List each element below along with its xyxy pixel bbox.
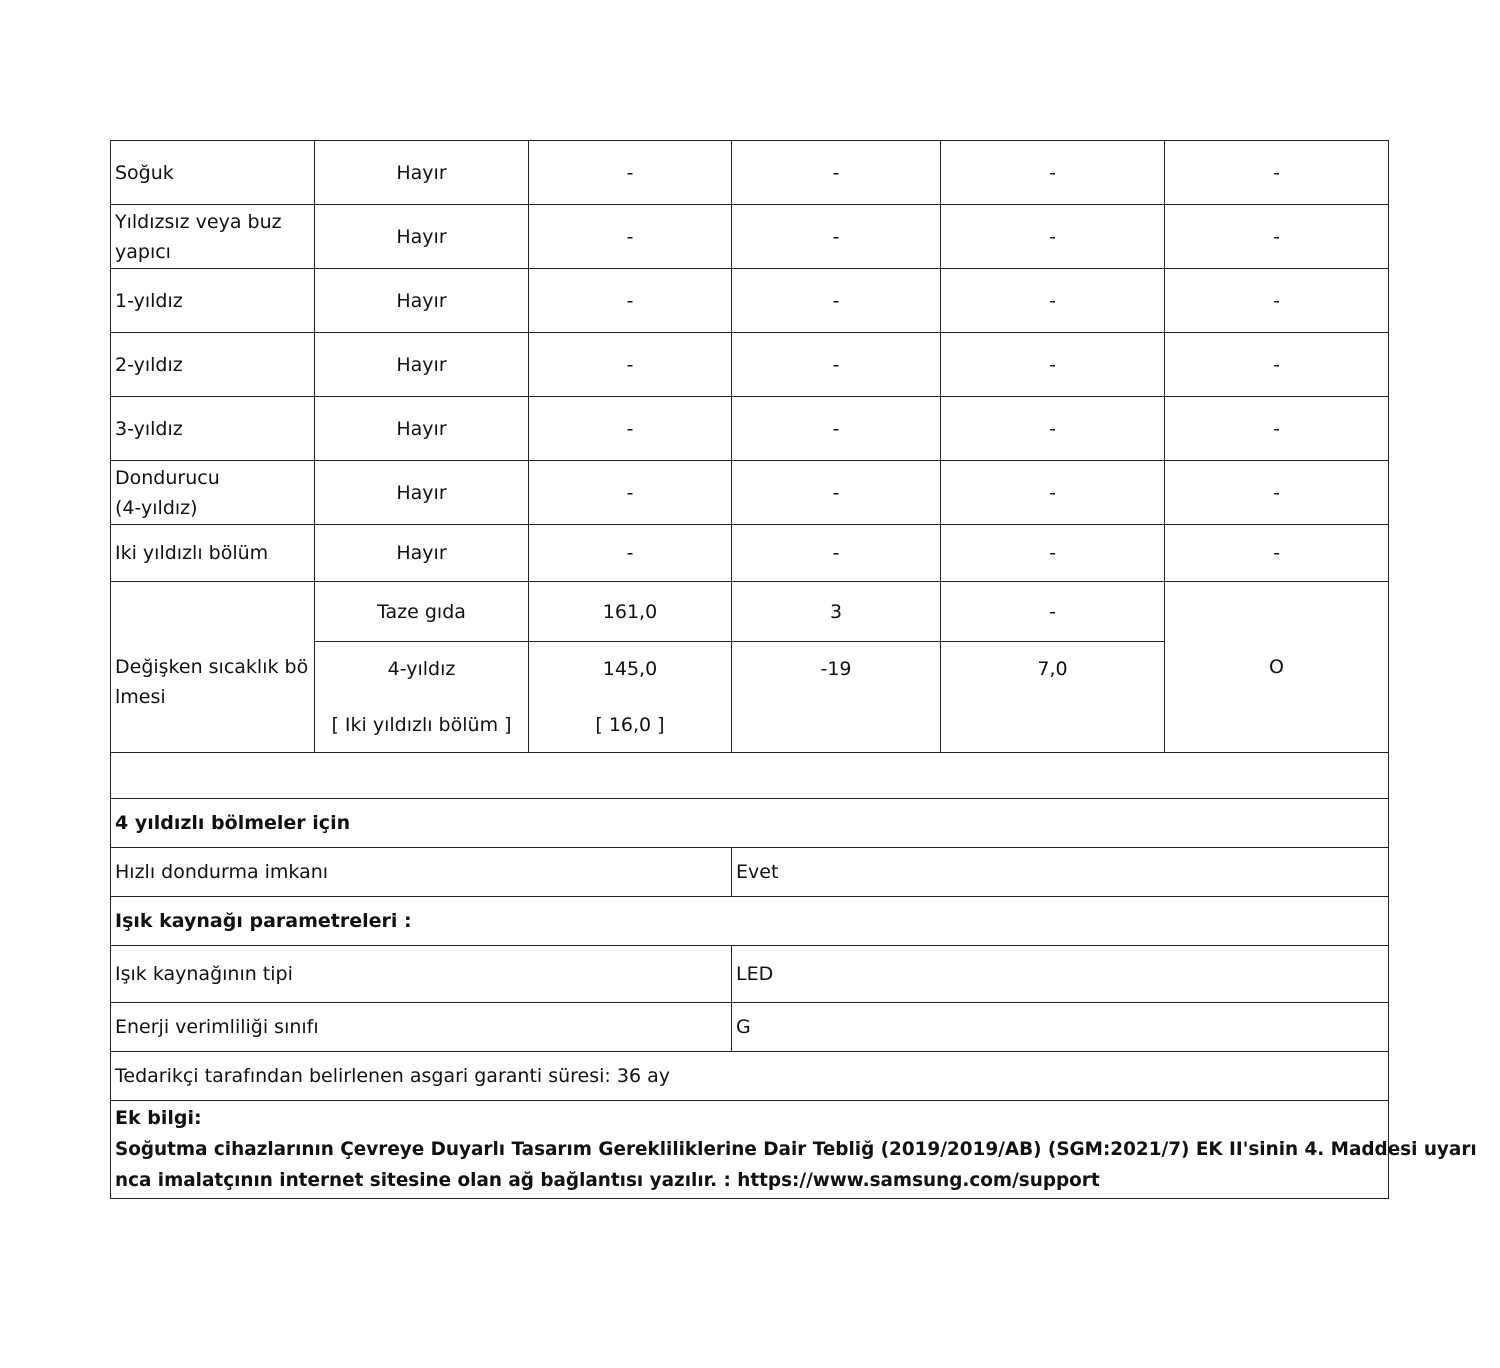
extra-info-line2: nca imalatçının internet sitesine olan ağ bağlantısı yazılır. : https://www.samsung.com/support <box>115 1170 1100 1191</box>
cell-value: - <box>1165 269 1389 333</box>
variable-volume-cell <box>529 642 732 753</box>
cell-value: - <box>529 205 732 269</box>
fast-freeze-row <box>111 848 1389 897</box>
table-row-two-star <box>111 333 1389 397</box>
extra-info-title: Ek bilgi: <box>115 1107 202 1129</box>
cell-value: - <box>941 397 1165 461</box>
empty-cell <box>111 753 1389 799</box>
compartment-name-line2: (4-yıldız) <box>115 496 198 519</box>
compartment-name: Yıldızsız veya buz yapıcı <box>111 205 315 269</box>
extra-info-row <box>111 1101 1389 1199</box>
table-row-one-star <box>111 269 1389 333</box>
table-row-variable-fresh <box>111 582 1389 642</box>
energy-class-row <box>111 1003 1389 1052</box>
variable-label-line2: lmesi <box>115 686 166 708</box>
compartment-present: Hayır <box>315 461 529 525</box>
compartment-name: 2-yıldız <box>111 333 315 397</box>
cell-value: - <box>529 525 732 582</box>
cell-value: - <box>1165 397 1389 461</box>
cell-value: - <box>529 461 732 525</box>
compartment-present: Hayır <box>315 141 529 205</box>
cell-value: - <box>732 205 941 269</box>
cell-value: - <box>529 397 732 461</box>
variable-volume: 161,0 <box>529 582 732 642</box>
warranty-row <box>111 1052 1389 1101</box>
cell-value: - <box>732 461 941 525</box>
compartment-name <box>111 461 315 525</box>
fast-freeze-value: Evet <box>732 848 1389 897</box>
compartment-name: 3-yıldız <box>111 397 315 461</box>
variable-mark: O <box>1165 582 1389 753</box>
table-row-freezer <box>111 461 1389 525</box>
variable-volume-two-star: [ 16,0 ] <box>595 714 665 736</box>
cell-value: - <box>732 525 941 582</box>
table-row-two-star-section <box>111 525 1389 582</box>
fast-freeze-label: Hızlı dondurma imkanı <box>111 848 732 897</box>
compartment-present: Hayır <box>315 333 529 397</box>
cell-value: - <box>1165 205 1389 269</box>
cell-value: - <box>1165 333 1389 397</box>
cell-value: - <box>1165 461 1389 525</box>
variable-temp: 3 <box>732 582 941 642</box>
cell-value: - <box>732 397 941 461</box>
cell-value: - <box>941 141 1165 205</box>
warranty-text: Tedarikçi tarafından belirlenen asgari garanti süresi: 36 ay <box>111 1052 1389 1101</box>
compartment-present: Hayır <box>315 205 529 269</box>
variable-capacity: - <box>941 582 1165 642</box>
compartment-spec-table <box>110 140 1477 1199</box>
empty-row <box>111 753 1389 799</box>
cell-value: - <box>1165 141 1389 205</box>
cell-value: - <box>529 269 732 333</box>
compartment-present: Hayır <box>315 269 529 333</box>
variable-capacity: 7,0 <box>941 642 1165 753</box>
variable-temp: -19 <box>732 642 941 753</box>
light-type-label: Işık kaynağının tipi <box>111 946 732 1003</box>
compartment-name: Soğuk <box>111 141 315 205</box>
four-star-section-title: 4 yıldızlı bölmeler için <box>111 799 1389 848</box>
cell-value: - <box>732 333 941 397</box>
variable-mode-two-star: [ Iki yıldızlı bölüm ] <box>331 714 512 736</box>
cell-value: - <box>941 269 1165 333</box>
variable-label-line1: Değişken sıcaklık bö <box>115 656 309 678</box>
variable-mode-cell <box>315 642 529 753</box>
light-type-value: LED <box>732 946 1389 1003</box>
variable-volume: 145,0 <box>602 658 658 680</box>
cell-value: - <box>941 205 1165 269</box>
light-section-title-row <box>111 897 1389 946</box>
compartment-name: Iki yıldızlı bölüm <box>111 525 315 582</box>
cell-value: - <box>941 461 1165 525</box>
compartment-present: Hayır <box>315 525 529 582</box>
cell-value: - <box>732 141 941 205</box>
cell-value: - <box>529 333 732 397</box>
extra-info-cell <box>111 1101 1477 1199</box>
variable-mode: Taze gıda <box>315 582 529 642</box>
variable-compartment-label <box>111 582 315 753</box>
variable-mode: 4-yıldız <box>387 658 456 680</box>
cell-value: - <box>941 333 1165 397</box>
compartment-name: 1-yıldız <box>111 269 315 333</box>
cell-value: - <box>732 269 941 333</box>
table-row-chill <box>111 141 1389 205</box>
energy-class-label: Enerji verimliliği sınıfı <box>111 1003 732 1052</box>
cell-value: - <box>941 525 1165 582</box>
compartment-name-line1: Dondurucu <box>115 466 220 489</box>
energy-class-value: G <box>732 1003 1389 1052</box>
cell-value: - <box>1165 525 1389 582</box>
extra-info-line1: Soğutma cihazlarının Çevreye Duyarlı Tasarım Gerekliliklerine Dair Tebliğ (2019/2019/AB) (SGM:2021/7) EK II'sinin 4. Maddesi uyarı <box>115 1139 1477 1160</box>
table-row-three-star <box>111 397 1389 461</box>
table-row-zero-star <box>111 205 1389 269</box>
cell-value: - <box>529 141 732 205</box>
compartment-present: Hayır <box>315 397 529 461</box>
four-star-section-title-row <box>111 799 1389 848</box>
light-type-row <box>111 946 1389 1003</box>
light-section-title: Işık kaynağı parametreleri : <box>111 897 1389 946</box>
